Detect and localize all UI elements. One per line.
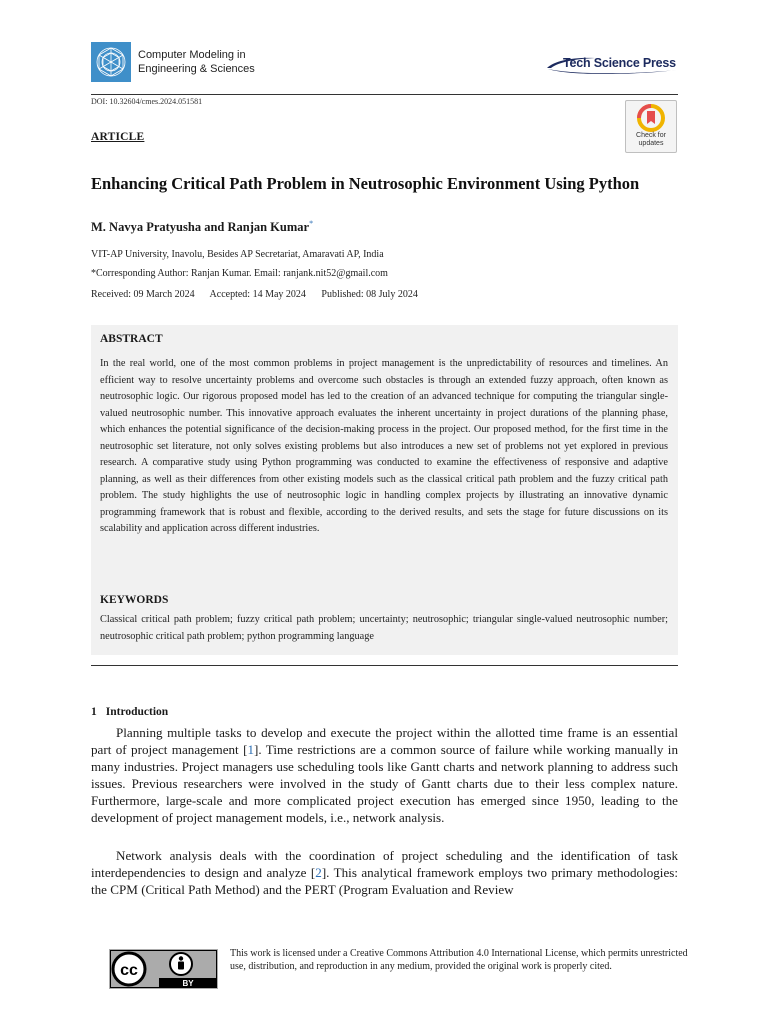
abstract-heading: ABSTRACT [100, 333, 163, 345]
intro-p2-text-b: ]. This analytical framework employs two primary methodologies: the CPM (Critical Path Method) and the PERT (Program Evaluation and Review [91, 865, 678, 897]
section-number: 1 [91, 706, 97, 718]
attribution-icon [170, 953, 192, 975]
check-updates-line-1: Check for [636, 132, 666, 139]
doi[interactable]: DOI: 10.32604/cmes.2024.051581 [91, 97, 203, 106]
corresponding-author-mark[interactable]: * [309, 219, 314, 228]
intro-p1-text-b: ]. Time restrictions are a common source of failure while working manually in many industries. Project managers use scheduling tools like Gantt charts and network planning to address such issues. Previous researchers were involved in the study of Gantt charts due to their less complex nature. Furthermore, large-scale and more complicated project execution has emerged since 1950, leading to the development of project management models, i.e., network analysis. [91, 742, 678, 825]
citation-link-2[interactable]: 2 [315, 865, 322, 880]
header-divider [91, 94, 678, 95]
by-label: BY [182, 979, 194, 988]
intro-paragraph-1 [91, 724, 678, 826]
creative-commons-icon [113, 953, 145, 985]
abstract-divider [91, 665, 678, 666]
corresponding-author: *Corresponding Author: Ranjan Kumar. Email: ranjank.nit52@gmail.com [91, 268, 388, 279]
journal-logo-icon [91, 42, 131, 82]
intro-p1-text-a: Planning multiple tasks to develop and execute the project within the allotted time frame is an essential part of project management [ [91, 725, 678, 757]
accepted-date: Accepted: 14 May 2024 [209, 289, 306, 300]
author-names: M. Navya Pratyusha and Ranjan Kumar [91, 220, 310, 235]
cc-by-license-badge[interactable] [109, 949, 218, 989]
check-updates-icon [626, 103, 676, 133]
intro-paragraph-2 [91, 847, 678, 898]
citation-link-1[interactable]: 1 [247, 742, 254, 757]
publication-dates [91, 289, 431, 300]
journal-name-line-1: Computer Modeling in [138, 49, 246, 61]
received-date: Received: 09 March 2024 [91, 289, 195, 300]
section-heading-introduction [91, 706, 168, 718]
section-title: Introduction [105, 706, 169, 718]
journal-name-line-2: Engineering & Sciences [138, 63, 255, 75]
journal-name [138, 48, 255, 76]
check-for-updates-button[interactable] [625, 100, 677, 153]
check-updates-line-2: updates [638, 140, 664, 147]
authors [91, 219, 313, 235]
cc-label: cc [120, 962, 138, 979]
keywords-text: Classical critical path problem; fuzzy critical path problem; uncertainty; neutrosophic; triangular single-valued neutrosophic number; neutrosophic critical path problem; python programming language [100, 614, 668, 642]
license-text: This work is licensed under a Creative Commons Attribution 4.0 International License, which permits unrestricted use, distribution, and reproduction in any medium, provided the original work is properly cited. [230, 948, 688, 972]
intro-p2-text-a: Network analysis deals with the coordination of project scheduling and the identification of task interdependencies to design and analyze [ [91, 848, 678, 880]
abstract-text: In the real world, one of the most common problems in project management is the unpredictability of resources and timelines. An efficient way to resolve uncertainty problems and overcome such obstacles is through an extended fuzzy approach, often known as neutrosophic logic. Our rigorous proposed model has led to the creation of an advanced technique for computing the triangular single-valued neutrosophic number. This innovative approach evaluates the inherent uncertainty in project durations of the planning phase, which enhances the potential significance of the decision-making process in the project. Our proposed method, for the first time in the neutrosophic set literature, not only solves existing problems but also introduces a new set of problems not yet explored in previous research. A comparative study using Python programming was conducted to examine the effectiveness of responsive and adaptive planning, as well as their differences from other existing models such as the classical critical path problem and the fuzzy critical path problem. The study highlights the use of neutrosophic logic in handling complex projects by illustrating an innovative dynamic programming framework that is robust and flexible, according to the derived results, and sets the stage for future discussions on its scalability and application across different industries. [100, 358, 668, 534]
keywords-heading: KEYWORDS [100, 594, 169, 606]
paper-title: Enhancing Critical Path Problem in Neutrosophic Environment Using Python [91, 174, 640, 193]
published-date: Published: 08 July 2024 [321, 289, 418, 300]
check-updates-label [626, 132, 676, 148]
publisher-name[interactable]: Tech Science Press [563, 56, 676, 70]
affiliation: VIT-AP University, Inavolu, Besides AP Secretariat, Amaravati AP, India [91, 249, 384, 260]
article-type-label: ARTICLE [91, 131, 145, 143]
